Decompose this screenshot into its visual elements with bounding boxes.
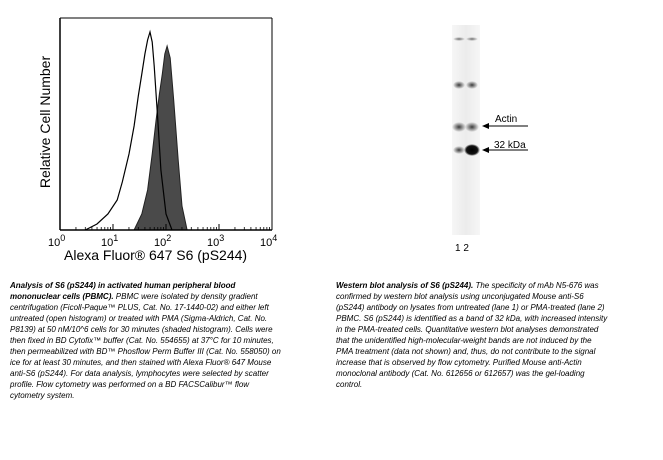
left-caption-body: PBMC were isolated by density gradient centrifugation (Ficoll-Paque™ PLUS, Cat. No. 17-1440-02) and either left untreated (open histogram) or treated with PMA (Sigma-Aldrich, Cat. No. P8139) at 50 nM/10^6 cells for 30 minutes (shaded histogram). Cells were then fixed in BD Cytofix™ buffer (Cat. No. 554655) at 37°C for 10 minutes, then permeabilized with BD™ Phosflow Perm Buffer III (Cat. No. 558050) on ice for at least 30 minutes, and then stained with Alexa Fluor® 647 Mouse anti-S6 (pS244). For data analysis, lymphocytes were selected by scatter profile. Flow cytometry was performed on a BD FACSCalibur™ flow cytometry system.	[10, 292, 281, 400]
x-tick-label: $10^2$	[154, 233, 172, 249]
x-tick-label: $10^0$	[48, 233, 66, 249]
s6-band-lane1	[453, 146, 465, 154]
actin-band-lane1	[452, 122, 466, 132]
x-tick-label: $10^1$	[101, 233, 119, 249]
right-caption-body: The specificity of mAb N5-676 was confirmed by western blot analysis using unconjugated Mouse anti-S6 (pS244) antibody on lysates from untreated (lane 1) or PMA-treated (lane 2) PBMC. S6 (pS244) is identified as a band of 32 kDa, with increased intensity in the PMA-treated cells. Quantitative western blot analyses demonstrated that the unidentified high-molecular-weight bands are not induced by the PMA treatment (data not shown) and, thus, do not contribute to the signal increase that is observed by flow cytometry. Purified Mouse anti-Actin monoclonal antibody (Cat. No. 612656 or 612657) was the gel-loading control.	[336, 281, 608, 389]
y-axis-label: Relative Cell Number	[37, 55, 53, 189]
actin-arrowhead	[482, 123, 489, 129]
western-blot	[440, 15, 550, 245]
band-lane1-upper	[453, 81, 465, 89]
faded-top-overlay	[55, 0, 280, 12]
x-tick-label: $10^4$	[260, 233, 278, 249]
x-tick-label: $10^3$	[207, 233, 225, 249]
lane-numbers: 1 2	[455, 243, 469, 254]
left-caption-title: Analysis of S6 (pS244) in activated human peripheral blood mononuclear cells (PBMC).	[10, 281, 236, 301]
high-mw-band-lane2	[466, 37, 478, 41]
s6-band-lane2	[464, 144, 480, 156]
kda-arrowhead	[482, 147, 489, 153]
right-caption-title: Western blot analysis of S6 (pS244).	[336, 281, 474, 290]
right-figure-caption	[336, 280, 608, 390]
kda-32-label: 32 kDa	[494, 140, 526, 151]
left-figure-caption	[10, 280, 282, 401]
actin-band-lane2	[465, 122, 479, 132]
band-lane2-upper	[466, 81, 478, 89]
x-axis-label: Alexa Fluor® 647 S6 (pS244)	[64, 247, 248, 263]
high-mw-band-lane1	[453, 37, 465, 41]
actin-label: Actin	[495, 114, 518, 125]
